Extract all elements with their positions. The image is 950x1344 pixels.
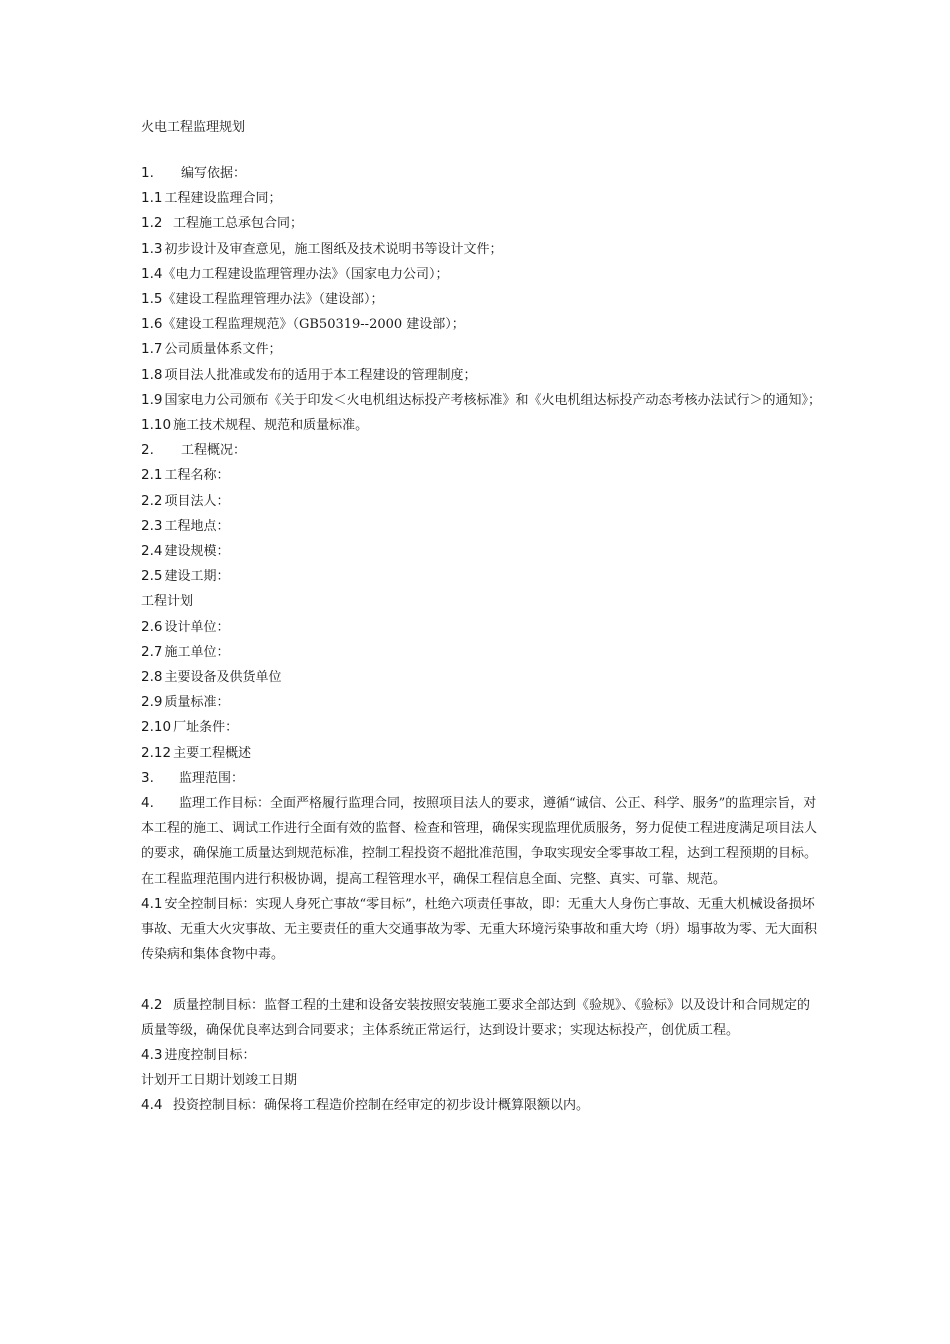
paragraph-4-2 — [141, 993, 821, 1043]
document-title: 火电工程监理规划 — [141, 120, 246, 135]
item-number: 1.3 — [141, 240, 163, 257]
list-item — [141, 413, 821, 438]
item-number: 2.7 — [141, 643, 163, 660]
item-number: 2.9 — [141, 694, 163, 711]
item-number: 1.7 — [141, 341, 163, 358]
item-text: 公司质量体系文件； — [164, 342, 282, 358]
list-item — [141, 287, 821, 312]
item-text: 设计单位： — [164, 619, 230, 635]
paragraph-4-1 — [141, 892, 821, 968]
item-number: 2.4 — [141, 543, 163, 560]
item-number: 4.1 — [141, 895, 163, 912]
item-text: 厂址条件： — [173, 720, 239, 736]
list-item — [141, 211, 821, 236]
section-1-heading — [141, 161, 821, 186]
section-number: 3. — [141, 769, 154, 786]
item-text: 建设工期： — [164, 569, 230, 585]
list-item — [141, 665, 821, 690]
item-text: 工程名称： — [164, 468, 230, 484]
list-item — [141, 715, 821, 740]
item-number: 1.5 — [141, 291, 163, 308]
item-number: 2.1 — [141, 467, 163, 484]
list-item — [141, 514, 821, 539]
item-text: 工程施工总承包合同； — [173, 216, 304, 232]
section-text: 监理范围： — [179, 770, 245, 786]
item-text: 《建设工程监理管理办法》（建设部）； — [162, 292, 384, 308]
list-item — [141, 186, 821, 211]
item-text: 项目法人： — [164, 493, 230, 509]
list-item — [141, 690, 821, 715]
section-text: 监理工作目标：全面严格履行监理合同，按照项目法人的要求，遵循“诚信、公正、科学、服务”的监理宗旨，对本工程的施工、调试工作进行全面有效的监督、检查和管理，确保实现监理优质服务，努力促使工程进度满足项目法人的要求，确保施工质量达到规范标准，控制工程投资不超批准范围，争取实现安全零事故工程，达到工程预期的目标。在工程监理范围内进行积极协调，提高工程管理水平，确保工程信息全面、完整、真实、可靠、规范。 — [141, 796, 818, 887]
list-item — [141, 237, 821, 262]
item-number: 2.10 — [141, 719, 172, 736]
item-number: 1.2 — [141, 215, 163, 232]
section-number: 2. — [141, 442, 154, 459]
plain-line — [141, 589, 821, 614]
section-2-heading — [141, 438, 821, 463]
item-text: 质量控制目标：监督工程的土建和设备安装按照安装施工要求全部达到《验规》、《验标》以及设计和合同规定的质量等级，确保优良率达到合同要求；主体系统正常运行，达到设计要求；实现达标投产，创优质工程。 — [141, 997, 811, 1038]
item-number: 4.3 — [141, 1046, 163, 1063]
item-number: 2.5 — [141, 568, 163, 585]
document-body — [141, 161, 821, 1119]
list-item — [141, 640, 821, 665]
item-text: 工程建设监理合同； — [164, 191, 282, 207]
item-number: 1.6 — [141, 316, 163, 333]
item-number: 2.3 — [141, 517, 163, 534]
list-item — [141, 388, 821, 413]
item-text: 主要设备及供货单位 — [164, 670, 282, 686]
section-number: 1. — [141, 165, 154, 181]
item-number: 2.8 — [141, 669, 163, 686]
item-text: 工程地点： — [164, 518, 230, 534]
item-text: 施工单位： — [164, 644, 230, 660]
list-item — [141, 262, 821, 287]
blank-line — [141, 968, 821, 993]
item-text: 施工技术规程、规范和质量标准。 — [173, 418, 369, 434]
list-item — [141, 489, 821, 514]
item-text: 建设规模： — [164, 544, 230, 560]
item-number: 4.2 — [141, 996, 163, 1013]
item-text: 国家电力公司颁布《关于印发＜火电机组达标投产考核标准》和《火电机组达标投产动态考核办法试行＞的通知》； — [164, 392, 821, 408]
list-item — [141, 741, 821, 766]
section-4-paragraph — [141, 791, 821, 892]
list-item — [141, 1043, 821, 1068]
item-text: 主要工程概述 — [173, 745, 252, 761]
document-page — [141, 118, 821, 1119]
section-3-heading — [141, 766, 821, 791]
list-item — [141, 337, 821, 362]
item-text: 《电力工程建设监理管理办法》（国家电力公司）； — [162, 266, 449, 282]
item-number: 1.10 — [141, 417, 172, 434]
list-item — [141, 539, 821, 564]
item-text: 进度控制目标： — [164, 1047, 256, 1063]
item-number: 4.4 — [141, 1097, 163, 1114]
list-item — [141, 363, 821, 388]
item-number: 1.8 — [141, 366, 163, 383]
section-text: 工程概况： — [181, 443, 247, 459]
item-text: 安全控制目标：实现人身死亡事故“零目标”，杜绝六项责任事故，即：无重大人身伤亡事故、无重大机械设备损坏事故、无重大火灾事故、无主要责任的重大交通事故为零、无重大环境污染事故和重大垮（坍）塌事故为零、无大面积传染病和集体食物中毒。 — [141, 896, 818, 963]
list-item — [141, 564, 821, 589]
section-number: 4. — [141, 795, 154, 812]
item-text: 项目法人批准或发布的适用于本工程建设的管理制度； — [164, 367, 477, 383]
item-text: 工程计划 — [141, 594, 194, 610]
item-text: 初步设计及审查意见，施工图纸及技术说明书等设计文件； — [164, 241, 503, 257]
item-text: 计划开工日期计划竣工日期 — [141, 1073, 298, 1089]
item-number: 2.6 — [141, 618, 163, 635]
item-number: 2.2 — [141, 492, 163, 509]
item-text: 投资控制目标：确保将工程造价控制在经审定的初步设计概算限额以内。 — [173, 1098, 590, 1114]
section-text: 编写依据： — [181, 166, 247, 181]
list-item — [141, 463, 821, 488]
list-item — [141, 615, 821, 640]
paragraph-4-4 — [141, 1093, 821, 1118]
item-number: 1.1 — [141, 190, 163, 207]
plain-line — [141, 1068, 821, 1093]
item-number: 1.4 — [141, 265, 163, 282]
item-number: 2.12 — [141, 744, 172, 761]
item-number: 1.9 — [141, 391, 163, 408]
item-text: 《建设工程监理规范》（GB50319--2000 建设部）； — [162, 317, 465, 333]
list-item — [141, 312, 821, 337]
item-text: 质量标准： — [164, 695, 230, 711]
